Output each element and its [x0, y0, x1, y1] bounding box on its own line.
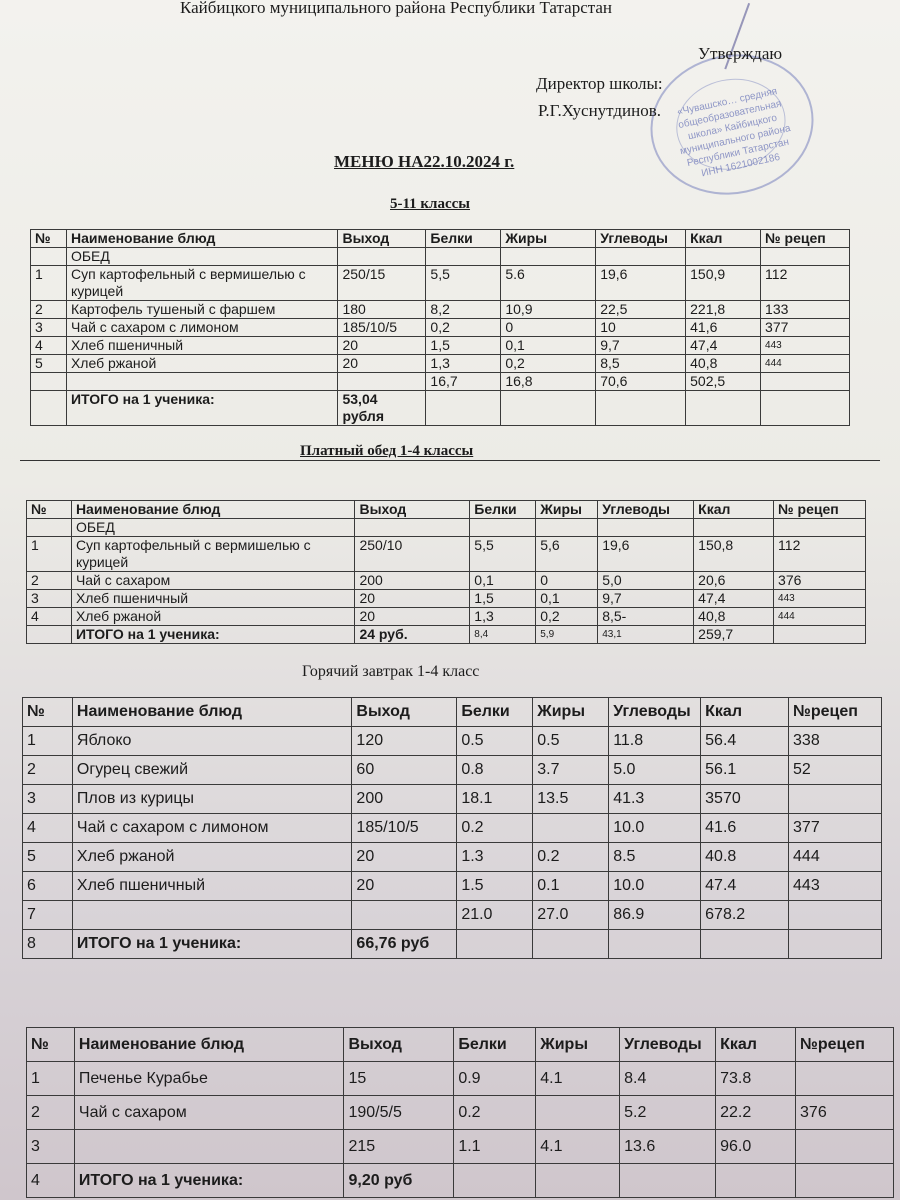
cell-kcal: 221,8	[686, 301, 761, 319]
cell-portion: 9,20 руб	[344, 1164, 454, 1198]
school-stamp	[637, 39, 826, 209]
menu-table-hot-breakfast	[22, 697, 882, 959]
cell-dish-name: Суп картофельный с вермишелью с курицей	[66, 266, 338, 301]
cell-num: 3	[23, 785, 73, 814]
cell-recipe-no: 376	[796, 1096, 894, 1130]
cell-num: 1	[31, 266, 67, 301]
cell-proteins: 8,2	[426, 301, 501, 319]
cell-proteins: 16,7	[426, 373, 501, 391]
cell-num: 4	[23, 814, 73, 843]
cell-portion: 15	[344, 1062, 454, 1096]
cell-portion: 200	[355, 572, 470, 590]
cell-dish-name: Хлеб ржаной	[72, 843, 352, 872]
cell-fats: 0.1	[533, 872, 609, 901]
header-num: №	[27, 501, 72, 519]
header-fats: Жиры	[533, 698, 609, 727]
table-row	[31, 373, 850, 391]
cell-recipe-no	[774, 626, 866, 644]
cell-dish-name: Яблоко	[72, 727, 352, 756]
cell-proteins: 1.5	[457, 872, 533, 901]
cell-kcal: 56.1	[701, 756, 789, 785]
cell-kcal: 47,4	[686, 337, 761, 355]
table-row	[23, 814, 882, 843]
cell-carbs: 5.2	[620, 1096, 716, 1130]
cell-proteins	[457, 930, 533, 959]
cell-dish-name: Плов из курицы	[72, 785, 352, 814]
table-header-row	[23, 698, 882, 727]
cell-dish-name: Чай с сахаром	[71, 572, 355, 590]
section2-subtitle: Платный обед 1-4 классы	[300, 443, 474, 459]
cell-recipe-no: 443	[774, 590, 866, 608]
cell-recipe-no: 443	[761, 337, 850, 355]
cell-fats	[536, 519, 598, 537]
cell-proteins: 0.2	[457, 814, 533, 843]
table-row	[27, 519, 866, 537]
section1-subtitle: 5-11 классы	[390, 196, 471, 212]
header-carbs: Углеводы	[620, 1028, 716, 1062]
header-line: Кайбицкого муниципального района Республики Татарстан	[180, 0, 613, 17]
cell-proteins: 1,5	[426, 337, 501, 355]
cell-fats: 0,1	[501, 337, 596, 355]
cell-dish-name: ИТОГО на 1 ученика:	[71, 626, 355, 644]
table-row	[27, 1062, 894, 1096]
cell-num	[27, 519, 72, 537]
cell-num: 6	[23, 872, 73, 901]
cell-dish-name: Хлеб ржаной	[66, 355, 338, 373]
cell-portion	[352, 901, 457, 930]
header-proteins: Белки	[457, 698, 533, 727]
table-row	[27, 1164, 894, 1198]
cell-carbs	[620, 1164, 716, 1198]
cell-fats	[536, 1096, 620, 1130]
cell-portion: 20	[352, 843, 457, 872]
cell-kcal: 3570	[701, 785, 789, 814]
cell-num: 4	[27, 1164, 75, 1198]
cell-proteins: 5,5	[470, 537, 536, 572]
cell-kcal	[694, 519, 774, 537]
cell-num: 2	[31, 301, 67, 319]
menu-title: МЕНЮ НА22.10.2024 г.	[334, 152, 515, 171]
cell-portion	[355, 519, 470, 537]
cell-recipe-no: 444	[789, 843, 882, 872]
menu-table-5-11	[30, 229, 850, 426]
cell-carbs	[596, 391, 686, 426]
menu-table-paid-lunch	[26, 500, 866, 644]
cell-num	[31, 391, 67, 426]
cell-portion: 20	[338, 337, 426, 355]
cell-kcal: 150,9	[686, 266, 761, 301]
cell-dish-name	[66, 373, 338, 391]
cell-num: 5	[31, 355, 67, 373]
cell-fats: 13.5	[533, 785, 609, 814]
cell-recipe-no	[796, 1062, 894, 1096]
cell-portion	[338, 373, 426, 391]
cell-num: 1	[23, 727, 73, 756]
cell-num: 2	[27, 572, 72, 590]
cell-fats: 0.2	[533, 843, 609, 872]
cell-kcal: 47,4	[694, 590, 774, 608]
cell-kcal: 47.4	[701, 872, 789, 901]
cell-kcal: 20,6	[694, 572, 774, 590]
cell-carbs: 10.0	[609, 814, 701, 843]
cell-num: 3	[31, 319, 67, 337]
cell-kcal	[716, 1164, 796, 1198]
header-dish-name: Наименование блюд	[74, 1028, 344, 1062]
cell-kcal	[686, 248, 761, 266]
cell-fats	[533, 814, 609, 843]
cell-num: 7	[23, 901, 73, 930]
menu-table-snack	[26, 1027, 894, 1198]
cell-proteins: 0,2	[426, 319, 501, 337]
cell-portion	[338, 248, 426, 266]
cell-num	[27, 626, 72, 644]
header-carbs: Углеводы	[596, 230, 686, 248]
cell-recipe-no	[761, 391, 850, 426]
cell-carbs	[598, 519, 694, 537]
cell-recipe-no	[789, 930, 882, 959]
cell-fats	[536, 1164, 620, 1198]
cell-dish-name: Огурец свежий	[72, 756, 352, 785]
cell-proteins: 0.5	[457, 727, 533, 756]
cell-carbs	[609, 930, 701, 959]
cell-recipe-no: 376	[774, 572, 866, 590]
cell-portion: 180	[338, 301, 426, 319]
header-proteins: Белки	[454, 1028, 536, 1062]
cell-portion: 185/10/5	[338, 319, 426, 337]
cell-num: 5	[23, 843, 73, 872]
cell-proteins: 21.0	[457, 901, 533, 930]
cell-kcal: 56.4	[701, 727, 789, 756]
approve-label: Утверждаю	[698, 44, 783, 63]
cell-carbs: 13.6	[620, 1130, 716, 1164]
table-row	[23, 901, 882, 930]
cell-carbs: 9,7	[598, 590, 694, 608]
cell-dish-name: Суп картофельный с вермишелью с курицей	[71, 537, 355, 572]
cell-recipe-no: 377	[789, 814, 882, 843]
cell-proteins: 18.1	[457, 785, 533, 814]
table-header-row	[31, 230, 850, 248]
cell-dish-name: ИТОГО на 1 ученика:	[74, 1164, 344, 1198]
cell-dish-name: ИТОГО на 1 ученика:	[72, 930, 352, 959]
cell-proteins: 5,5	[426, 266, 501, 301]
director-name: Р.Г.Хуснутдинов.	[538, 101, 661, 120]
cell-recipe-no	[761, 248, 850, 266]
cell-carbs: 43,1	[598, 626, 694, 644]
header-proteins: Белки	[470, 501, 536, 519]
header-recipe-no: №рецеп	[796, 1028, 894, 1062]
header-recipe-no: № рецеп	[774, 501, 866, 519]
cell-fats: 3.7	[533, 756, 609, 785]
cell-recipe-no: 112	[774, 537, 866, 572]
header-kcal: Ккал	[686, 230, 761, 248]
cell-carbs: 8.5	[609, 843, 701, 872]
cell-fats: 4.1	[536, 1062, 620, 1096]
cell-dish-name: Хлеб пшеничный	[71, 590, 355, 608]
cell-portion: 24 руб.	[355, 626, 470, 644]
cell-fats: 0	[536, 572, 598, 590]
cell-proteins: 0,1	[470, 572, 536, 590]
cell-dish-name: Чай с сахаром с лимоном	[66, 319, 338, 337]
cell-kcal: 73.8	[716, 1062, 796, 1096]
cell-num: 1	[27, 537, 72, 572]
cell-kcal: 41,6	[686, 319, 761, 337]
divider	[20, 460, 880, 461]
cell-recipe-no	[796, 1130, 894, 1164]
table-row	[23, 785, 882, 814]
cell-portion: 60	[352, 756, 457, 785]
cell-recipe-no	[761, 373, 850, 391]
cell-kcal: 259,7	[694, 626, 774, 644]
cell-portion: 20	[352, 872, 457, 901]
table-row	[27, 1130, 894, 1164]
cell-fats: 5,9	[536, 626, 598, 644]
table-row	[27, 590, 866, 608]
cell-num: 4	[31, 337, 67, 355]
cell-carbs: 86.9	[609, 901, 701, 930]
cell-kcal: 96.0	[716, 1130, 796, 1164]
cell-portion: 200	[352, 785, 457, 814]
table-row	[23, 930, 882, 959]
cell-portion: 66,76 руб	[352, 930, 457, 959]
cell-recipe-no: 133	[761, 301, 850, 319]
cell-kcal: 678.2	[701, 901, 789, 930]
table-row	[23, 756, 882, 785]
header-dish-name: Наименование блюд	[71, 501, 355, 519]
cell-proteins: 0.2	[454, 1096, 536, 1130]
cell-recipe-no: 444	[774, 608, 866, 626]
cell-proteins: 0.8	[457, 756, 533, 785]
cell-recipe-no: 377	[761, 319, 850, 337]
table-row	[27, 608, 866, 626]
cell-fats: 4.1	[536, 1130, 620, 1164]
cell-dish-name: Хлеб пшеничный	[72, 872, 352, 901]
cell-carbs: 8.4	[620, 1062, 716, 1096]
cell-proteins: 1,3	[470, 608, 536, 626]
cell-num: 1	[27, 1062, 75, 1096]
table-row	[27, 1096, 894, 1130]
cell-dish-name: Хлеб ржаной	[71, 608, 355, 626]
cell-portion: 190/5/5	[344, 1096, 454, 1130]
cell-proteins: 8,4	[470, 626, 536, 644]
cell-num	[31, 248, 67, 266]
director-label: Директор школы:	[536, 74, 663, 93]
cell-carbs: 11.8	[609, 727, 701, 756]
cell-carbs: 19,6	[598, 537, 694, 572]
header-dish-name: Наименование блюд	[66, 230, 338, 248]
table-row	[23, 872, 882, 901]
cell-fats: 0,2	[501, 355, 596, 373]
header-kcal: Ккал	[694, 501, 774, 519]
cell-dish-name	[72, 901, 352, 930]
header-recipe-no: № рецеп	[761, 230, 850, 248]
cell-proteins: 1,3	[426, 355, 501, 373]
table-row	[31, 248, 850, 266]
cell-carbs: 22,5	[596, 301, 686, 319]
cell-kcal: 40,8	[686, 355, 761, 373]
cell-carbs: 10	[596, 319, 686, 337]
cell-proteins	[426, 391, 501, 426]
header-fats: Жиры	[501, 230, 596, 248]
table-row	[31, 355, 850, 373]
cell-proteins: 1,5	[470, 590, 536, 608]
cell-proteins: 0.9	[454, 1062, 536, 1096]
cell-fats	[501, 391, 596, 426]
table-row	[27, 626, 866, 644]
header-dish-name: Наименование блюд	[72, 698, 352, 727]
cell-num: 2	[23, 756, 73, 785]
header-kcal: Ккал	[701, 698, 789, 727]
cell-kcal: 40.8	[701, 843, 789, 872]
header-kcal: Ккал	[716, 1028, 796, 1062]
cell-recipe-no: 338	[789, 727, 882, 756]
cell-portion: 120	[352, 727, 457, 756]
cell-kcal	[701, 930, 789, 959]
header-portion: Выход	[338, 230, 426, 248]
cell-fats: 0,1	[536, 590, 598, 608]
cell-fats: 16,8	[501, 373, 596, 391]
cell-carbs: 8,5-	[598, 608, 694, 626]
cell-kcal: 150,8	[694, 537, 774, 572]
header-num: №	[31, 230, 67, 248]
header-fats: Жиры	[536, 1028, 620, 1062]
cell-recipe-no: 444	[761, 355, 850, 373]
cell-recipe-no: 112	[761, 266, 850, 301]
cell-num: 3	[27, 1130, 75, 1164]
cell-fats: 5.6	[501, 266, 596, 301]
cell-proteins: 1.1	[454, 1130, 536, 1164]
table-header-row	[27, 1028, 894, 1062]
header-portion: Выход	[355, 501, 470, 519]
cell-dish-name: ОБЕД	[66, 248, 338, 266]
cell-portion: 215	[344, 1130, 454, 1164]
cell-recipe-no	[774, 519, 866, 537]
header-portion: Выход	[344, 1028, 454, 1062]
cell-carbs: 19,6	[596, 266, 686, 301]
cell-kcal: 22.2	[716, 1096, 796, 1130]
header-proteins: Белки	[426, 230, 501, 248]
cell-carbs: 5.0	[609, 756, 701, 785]
table-row	[27, 572, 866, 590]
header-carbs: Углеводы	[609, 698, 701, 727]
cell-proteins	[470, 519, 536, 537]
cell-dish-name: Картофель тушеный с фаршем	[66, 301, 338, 319]
cell-dish-name: Чай с сахаром	[74, 1096, 344, 1130]
section3-subtitle: Горячий завтрак 1-4 класс	[302, 663, 480, 680]
cell-recipe-no	[789, 901, 882, 930]
stamp-text: «Чувашско… средняя общеобразовательная школа» Кайбицкого муниципального района Республики Татарстан ИНН 1621002186	[676, 86, 792, 180]
header-recipe-no: №рецеп	[789, 698, 882, 727]
cell-kcal: 41.6	[701, 814, 789, 843]
cell-kcal	[686, 391, 761, 426]
cell-dish-name: Печенье Курабье	[74, 1062, 344, 1096]
cell-carbs: 70,6	[596, 373, 686, 391]
cell-num: 2	[27, 1096, 75, 1130]
header-num: №	[27, 1028, 75, 1062]
cell-dish-name: ОБЕД	[71, 519, 355, 537]
cell-proteins	[454, 1164, 536, 1198]
table-row	[23, 843, 882, 872]
cell-dish-name: ИТОГО на 1 ученика:	[66, 391, 338, 426]
cell-proteins: 1.3	[457, 843, 533, 872]
header-num: №	[23, 698, 73, 727]
cell-fats: 10,9	[501, 301, 596, 319]
cell-proteins	[426, 248, 501, 266]
cell-fats: 5,6	[536, 537, 598, 572]
cell-dish-name: Хлеб пшеничный	[66, 337, 338, 355]
cell-recipe-no: 52	[789, 756, 882, 785]
cell-fats	[501, 248, 596, 266]
cell-num: 8	[23, 930, 73, 959]
cell-portion: 20	[355, 590, 470, 608]
cell-fats	[533, 930, 609, 959]
table-row	[31, 319, 850, 337]
cell-portion: 250/15	[338, 266, 426, 301]
cell-carbs: 10.0	[609, 872, 701, 901]
cell-portion: 250/10	[355, 537, 470, 572]
header-carbs: Углеводы	[598, 501, 694, 519]
table-row	[31, 391, 850, 426]
cell-carbs	[596, 248, 686, 266]
cell-kcal: 502,5	[686, 373, 761, 391]
cell-carbs: 41.3	[609, 785, 701, 814]
cell-num: 3	[27, 590, 72, 608]
table-row	[31, 266, 850, 301]
cell-fats: 27.0	[533, 901, 609, 930]
cell-fats: 0	[501, 319, 596, 337]
cell-dish-name: Чай с сахаром с лимоном	[72, 814, 352, 843]
cell-recipe-no	[789, 785, 882, 814]
cell-recipe-no	[796, 1164, 894, 1198]
table-row	[31, 301, 850, 319]
cell-fats: 0,2	[536, 608, 598, 626]
cell-portion: 185/10/5	[352, 814, 457, 843]
cell-carbs: 5,0	[598, 572, 694, 590]
cell-portion: 20	[338, 355, 426, 373]
cell-carbs: 8,5	[596, 355, 686, 373]
table-row	[31, 337, 850, 355]
cell-dish-name	[74, 1130, 344, 1164]
header-fats: Жиры	[536, 501, 598, 519]
cell-carbs: 9,7	[596, 337, 686, 355]
cell-num: 4	[27, 608, 72, 626]
header-portion: Выход	[352, 698, 457, 727]
table-row	[23, 727, 882, 756]
table-row	[27, 537, 866, 572]
cell-portion: 53,04 рубля	[338, 391, 426, 426]
cell-recipe-no: 443	[789, 872, 882, 901]
cell-portion: 20	[355, 608, 470, 626]
cell-kcal: 40,8	[694, 608, 774, 626]
table-header-row	[27, 501, 866, 519]
cell-num	[31, 373, 67, 391]
cell-fats: 0.5	[533, 727, 609, 756]
